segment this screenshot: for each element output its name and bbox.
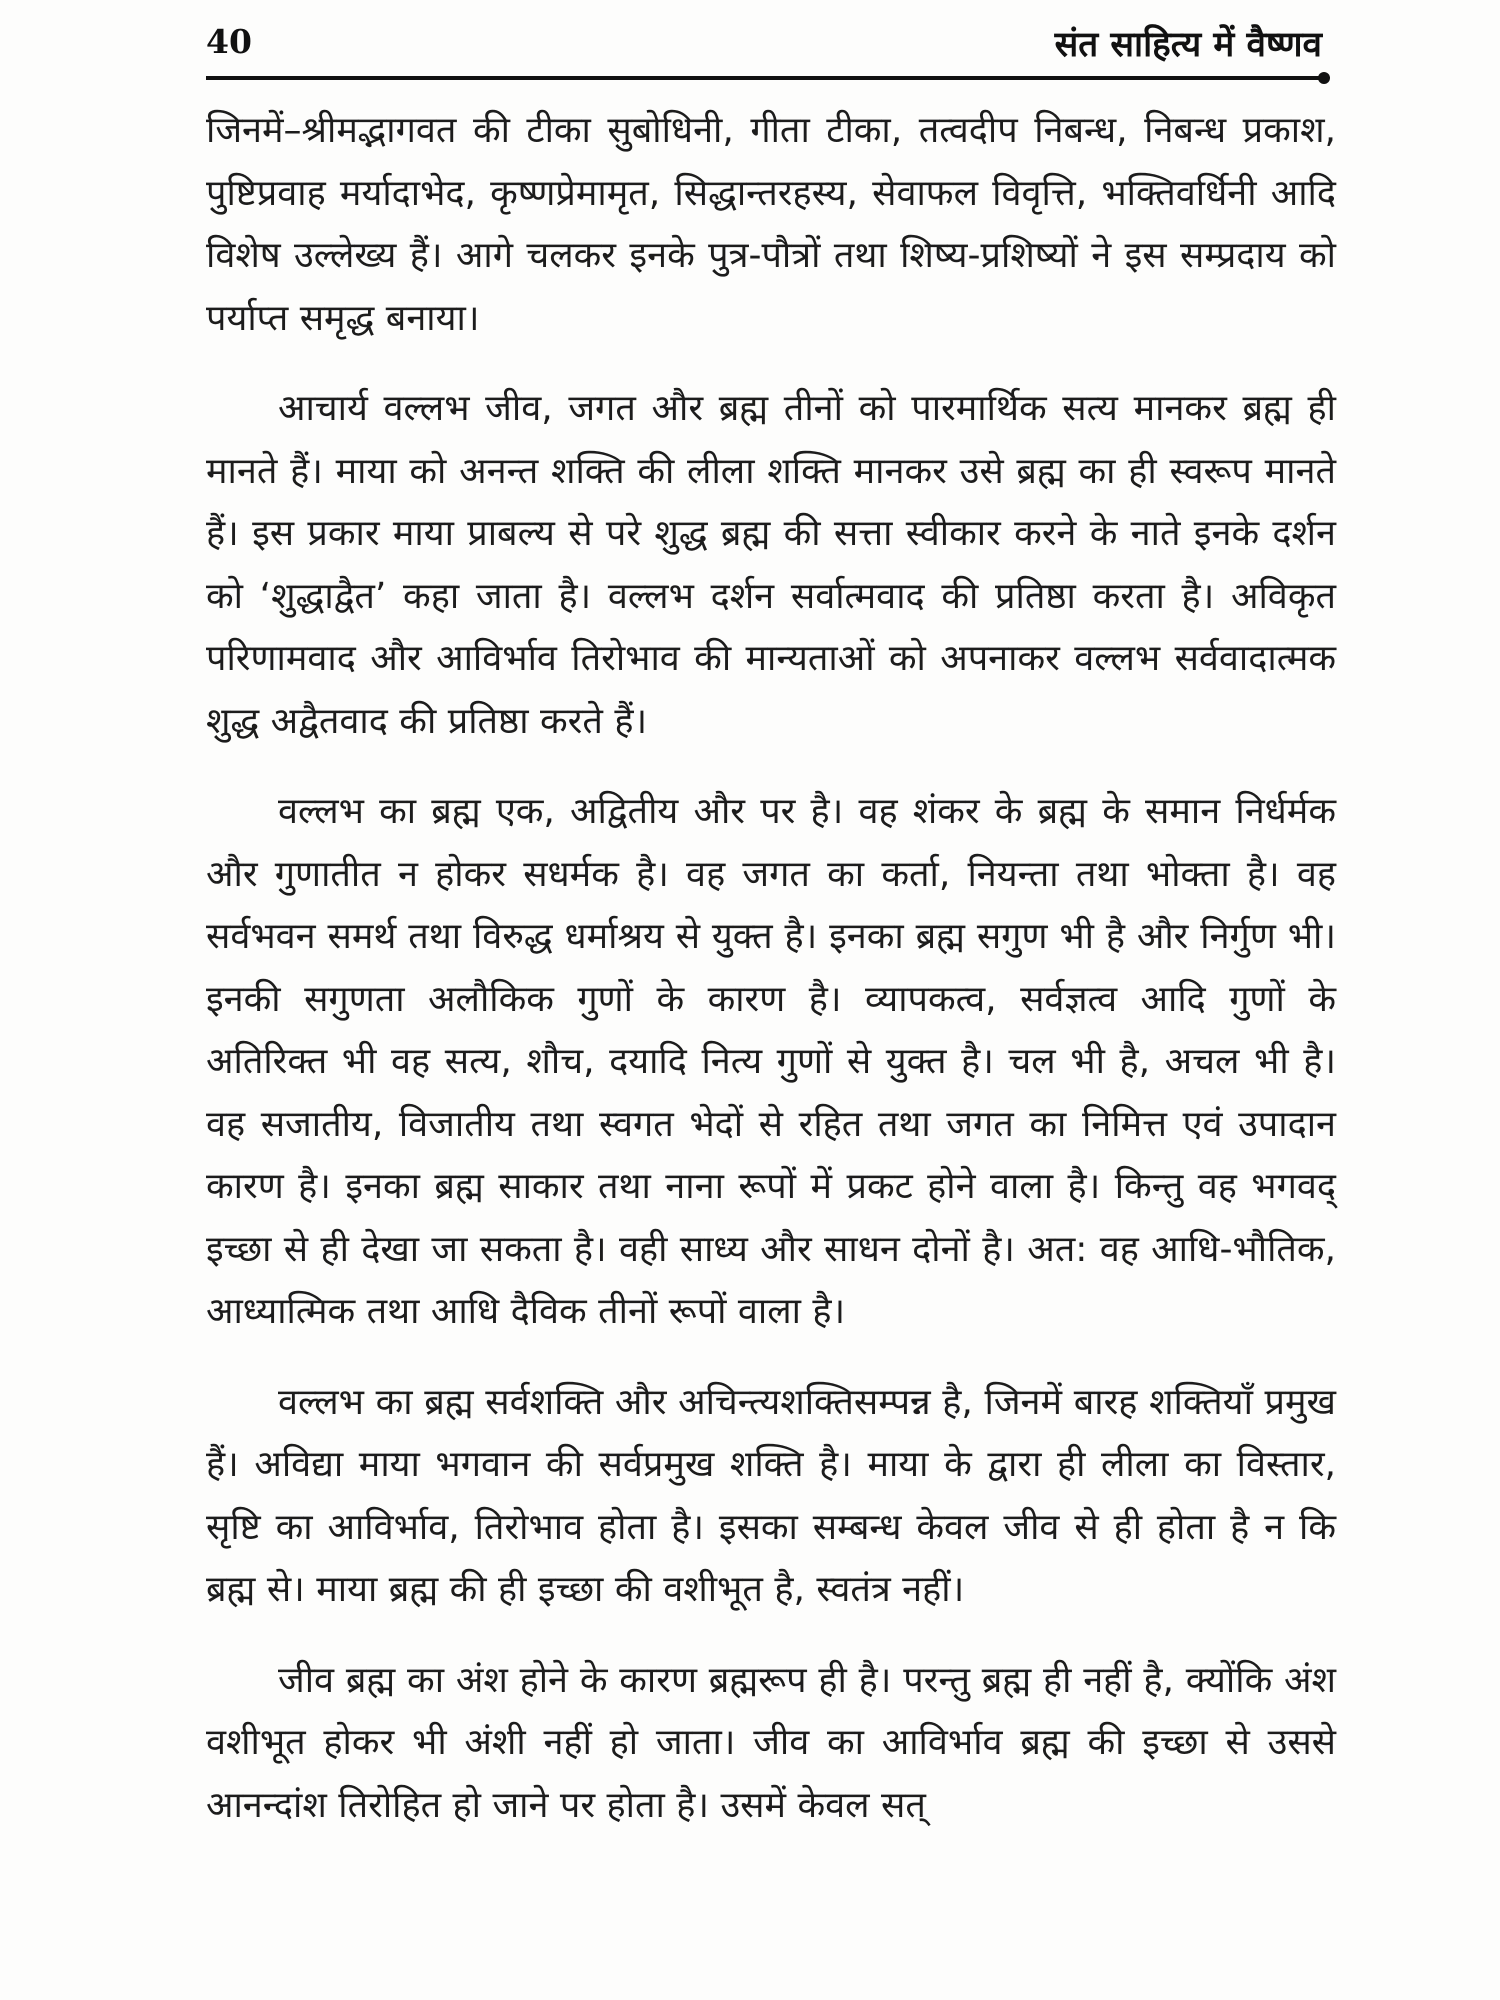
page-header	[206, 18, 1336, 78]
paragraph-acharya-vallabh: आचार्य वल्लभ जीव, जगत और ब्रह्म तीनों को पारमार्थिक सत्य मानकर ब्रह्म ही मानते हैं। माया को अनन्त शक्ति की लीला शक्ति मानकर उसे ब्रह्म का ही स्वरूप मानते हैं। इस प्रकार माया प्राबल्य से परे शुद्ध ब्रह्म की सत्ता स्वीकार करने के नाते इनके दर्शन को ‘शुद्धाद्वैत’ कहा जाता है। वल्लभ दर्शन सर्वात्मवाद की प्रतिष्ठा करता है। अविकृत परिणामवाद और आविर्भाव तिरोभाव की मान्यताओं को अपनाकर वल्लभ सर्ववादात्मक शुद्ध अद्वैतवाद की प्रतिष्ठा करते हैं।	[206, 388, 1336, 742]
header-rule-dot	[1318, 72, 1330, 84]
body-text	[206, 100, 1336, 1837]
paragraph-maya-shakti: वल्लभ का ब्रह्म सर्वशक्ति और अचिन्त्यशक्तिसम्पन्न है, जिनमें बारह शक्तियाँ प्रमुख हैं। अविद्या माया भगवान की सर्वप्रमुख शक्ति है। माया के द्वारा ही लीला का विस्तार, सृष्टि का आविर्भाव, तिरोभाव होता है। इसका सम्बन्ध केवल जीव से ही होता है न कि ब्रह्म से। माया ब्रह्म की ही इच्छा की वशीभूत है, स्वतंत्र नहीं।	[206, 1381, 1336, 1610]
header-rule	[206, 76, 1324, 80]
paragraph-jeev-brahma: जीव ब्रह्म का अंश होने के कारण ब्रह्मरूप ही है। परन्तु ब्रह्म ही नहीं है, क्योंकि अंश वशीभूत होकर भी अंशी नहीं हो जाता। जीव का आविर्भाव ब्रह्म की इच्छा से उससे आनन्दांश तिरोहित हो जाने पर होता है। उसमें केवल सत्	[206, 1659, 1336, 1826]
paragraph-vallabh-brahma: वल्लभ का ब्रह्म एक, अद्वितीय और पर है। वह शंकर के ब्रह्म के समान निर्धर्मक और गुणातीत न होकर सधर्मक है। वह जगत का कर्ता, नियन्ता तथा भोक्ता है। वह सर्वभवन समर्थ तथा विरुद्ध धर्माश्रय से युक्त है। इनका ब्रह्म सगुण भी है और निर्गुण भी। इनकी सगुणता अलौकिक गुणों के कारण है। व्यापकत्व, सर्वज्ञत्व आदि गुणों के अतिरिक्त भी वह सत्य, शौच, दयादि नित्य गुणों से युक्त है। चल भी है, अचल भी है। वह सजातीय, विजातीय तथा स्वगत भेदों से रहित तथा जगत का निमित्त एवं उपादान कारण है। इनका ब्रह्म साकार तथा नाना रूपों में प्रकट होने वाला है। किन्तु वह भगवद् इच्छा से ही देखा जा सकता है। वही साध्य और साधन दोनों है। अत: वह आधि-भौतिक, आध्यात्मिक तथा आधि दैविक तीनों रूपों वाला है।	[206, 791, 1336, 1332]
running-title: संत साहित्य में वैष्णव	[1054, 25, 1322, 65]
paragraph-continued: जिनमें–श्रीमद्भागवत की टीका सुबोधिनी, गीता टीका, तत्वदीप निबन्ध, निबन्ध प्रकाश, पुष्टिप्रवाह मर्यादाभेद, कृष्णप्रेमामृत, सिद्धान्तरहस्य, सेवाफल विवृत्ति, भक्तिवर्धिनी आदि विशेष उल्लेख्य हैं। आगे चलकर इनके पुत्र-पौत्रों तथा शिष्य-प्रशिष्यों ने इस सम्प्रदाय को पर्याप्त समृद्ध बनाया।	[206, 110, 1336, 339]
page-number: 40	[206, 22, 252, 61]
